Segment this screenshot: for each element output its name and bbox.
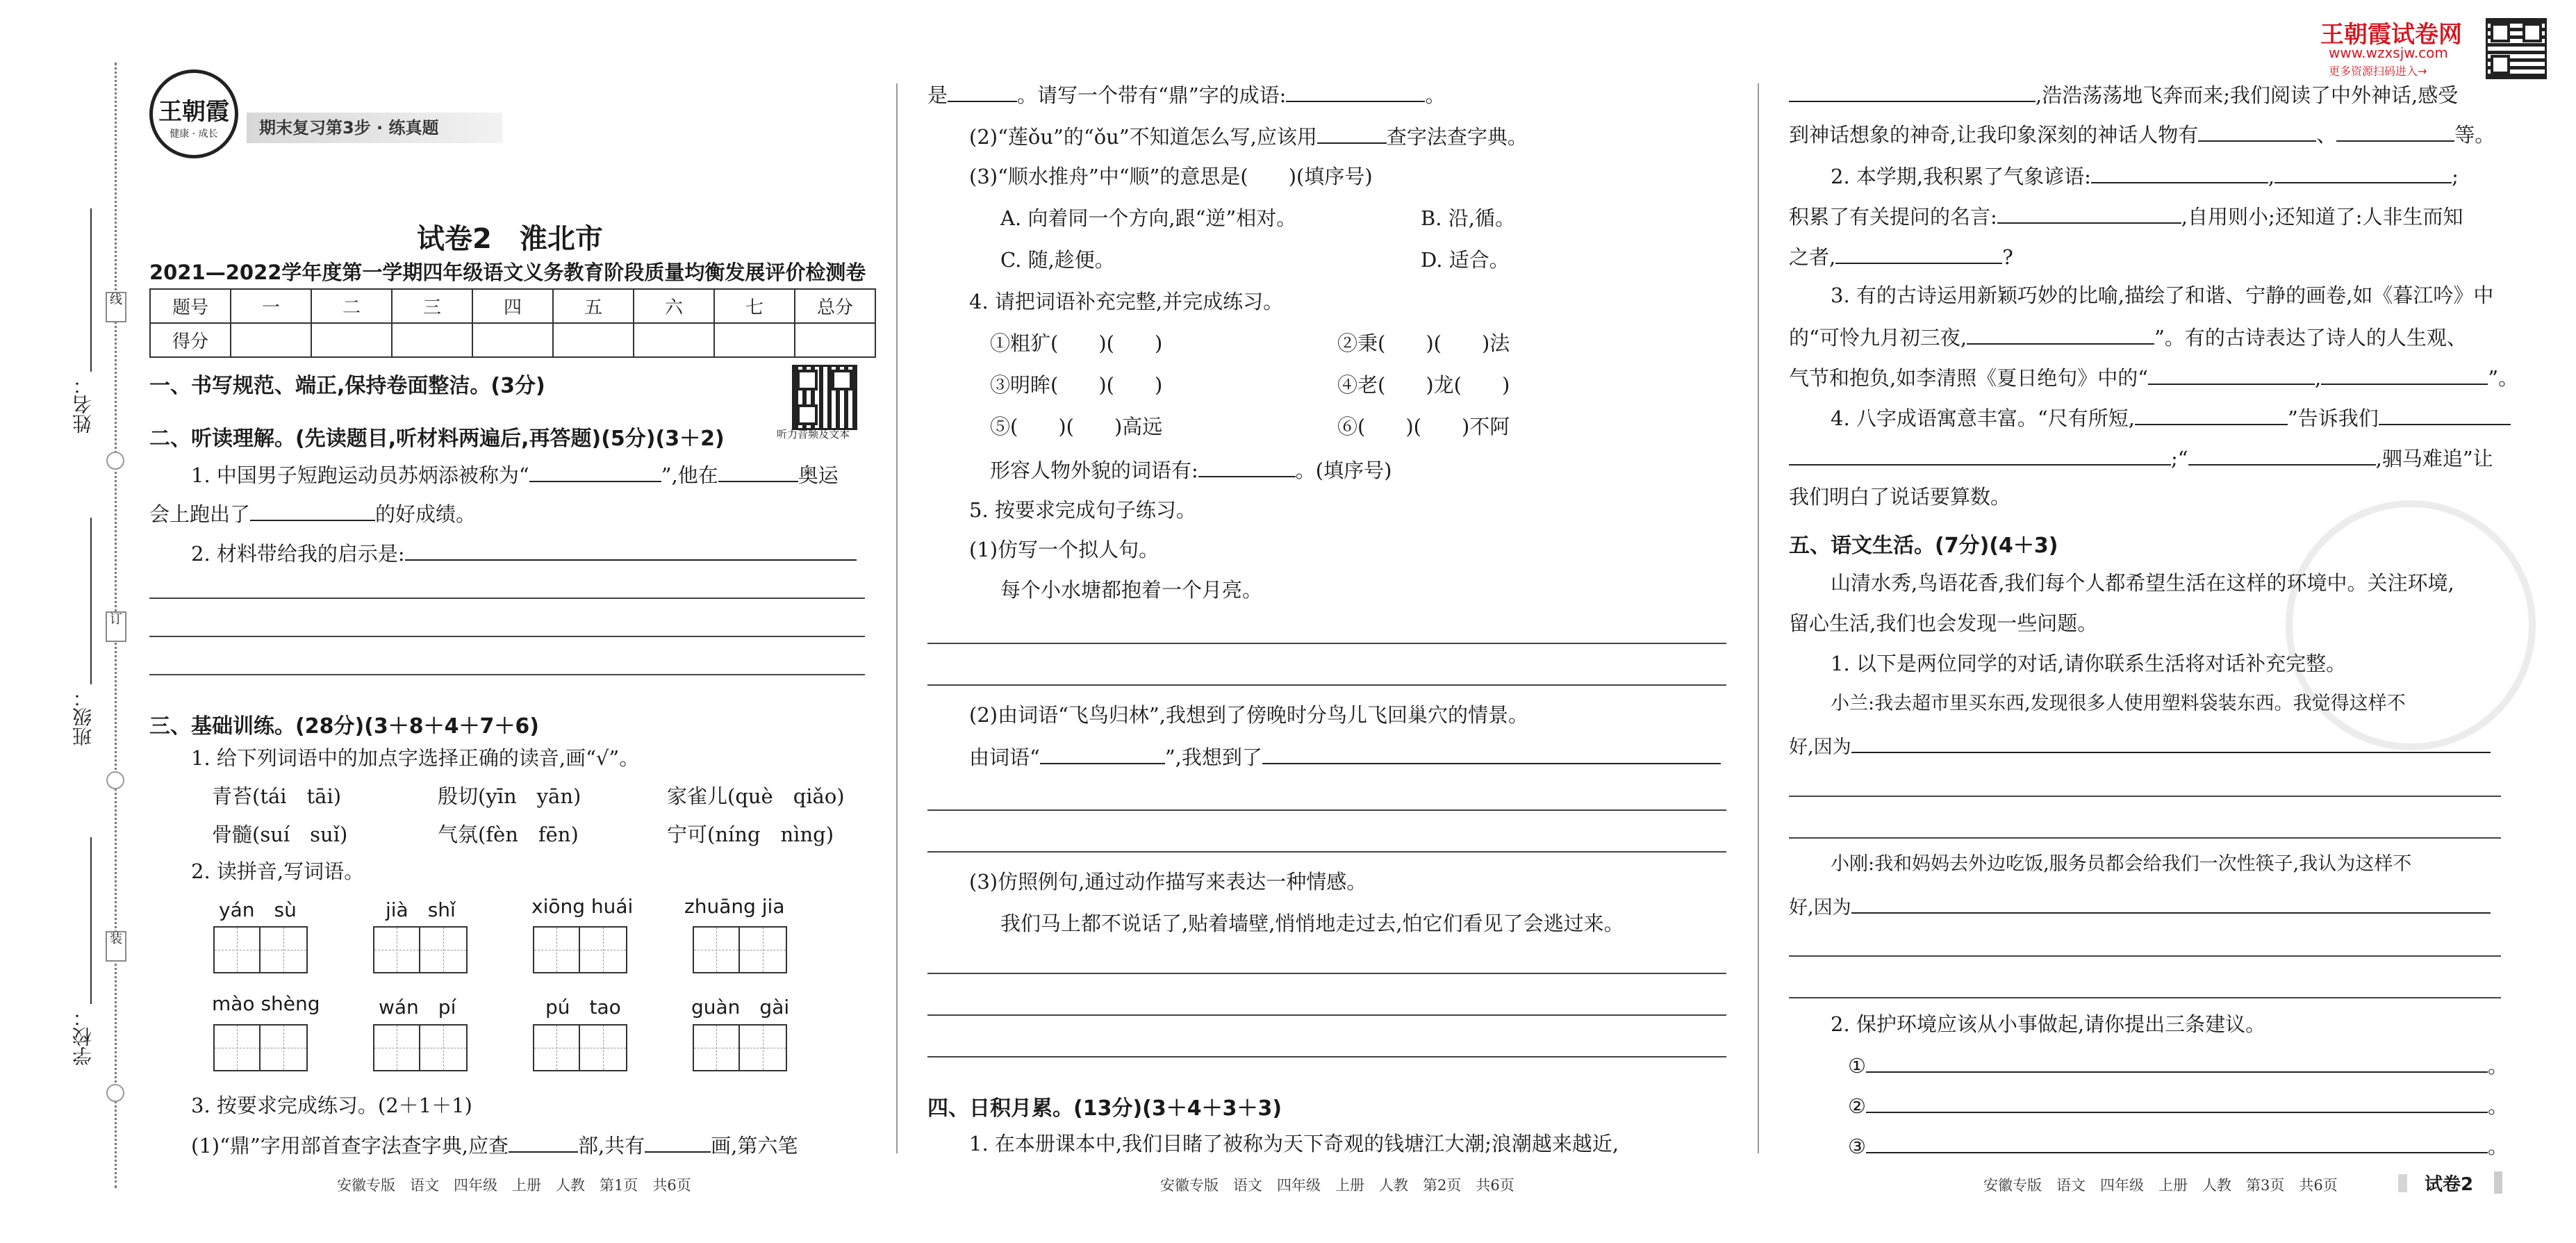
pinyin-choice[interactable]: 殷切(yīn yān) [438, 784, 581, 808]
writing-grid[interactable] [373, 1024, 468, 1071]
p3-line-2: 到神话想象的神奇,让我印象深刻的神话人物有 、 等。 [1789, 120, 2495, 148]
answer-blank[interactable] [2321, 363, 2488, 385]
writing-grid[interactable] [693, 1024, 787, 1071]
name-label: 姓名： [72, 375, 94, 434]
school-label: 学校： [72, 1007, 94, 1066]
page-footer: 安徽专版 语文 四年级 上册 人教 第2页 共6页 [1160, 1177, 1514, 1194]
answer-blank[interactable] [1835, 242, 2002, 264]
class-field[interactable] [90, 518, 92, 684]
score-cell[interactable] [795, 323, 875, 357]
score-cell[interactable] [472, 323, 553, 357]
qr-caption: 听力音频及文本 [777, 428, 850, 441]
p2-q5-3: (3)仿照例句,通过动作描写来表达一种情感。 [969, 870, 1367, 894]
p3-line-1: ,浩浩荡荡地飞奔而来;我们阅读了中外神话,感受 [1789, 80, 2458, 108]
p3-s5-q2: 2. 保护环境应该从小事做起,请你提出三条建议。 [1831, 1012, 2266, 1036]
answer-blank[interactable] [2198, 120, 2316, 142]
answer-blank[interactable] [1317, 122, 1387, 144]
q3-1: 1. 给下列词语中的加点字选择正确的读音,画“√”。 [191, 746, 640, 770]
writing-grid[interactable] [213, 926, 308, 973]
p3-q4-cont: ;“ ,驷马难追”让 [1789, 443, 2493, 472]
writing-grid[interactable] [693, 926, 787, 973]
score-cell[interactable] [392, 323, 472, 357]
pinyin-choice[interactable]: 气氛(fèn fēn) [438, 823, 579, 846]
section-2-heading: 二、听读理解。(先读题目,听材料两遍后,再答题)(5分)(3＋2) [149, 427, 725, 451]
corner-marks [2398, 1174, 2416, 1192]
q2-1: 1. 中国男子短跑运动员苏炳添被称为“ ”,他在 奥运 [191, 460, 839, 488]
score-header-cell: 题号 [150, 289, 231, 323]
option-d[interactable]: D. 适合。 [1421, 248, 1510, 272]
score-header-cell: 六 [634, 289, 714, 323]
p3-s5-intro-cont: 留心生活,我们也会发现一些问题。 [1789, 611, 2098, 635]
pinyin-label: zhuāng jia [684, 895, 785, 918]
answer-blank[interactable] [1866, 1091, 2488, 1113]
answer-line[interactable] [927, 809, 1726, 811]
p3-q2-cont2: 之者, ? [1789, 242, 2013, 270]
answer-blank[interactable] [529, 460, 661, 482]
answer-blank[interactable] [1851, 891, 2491, 914]
idiom-fill[interactable]: ①粗犷( )( ) [990, 331, 1163, 355]
section-1-heading: 一、书写规范、端正,保持卷面整洁。(3分) [149, 374, 545, 398]
option-a[interactable]: A. 向着同一个方向,跟“逆”相对。 [1000, 206, 1297, 230]
p2-q4-sub: 形容人物外貌的词语有: 。(填序号) [990, 455, 1392, 484]
answer-blank[interactable] [645, 1130, 711, 1153]
p3-s5-q1: 1. 以下是两位同学的对话,请你联系生活将对话补充完整。 [1831, 652, 2347, 675]
score-header-cell: 四 [472, 289, 553, 323]
score-header-cell: 二 [311, 289, 392, 323]
binding-hole [106, 771, 124, 789]
answer-line[interactable] [927, 684, 1726, 686]
p2-q5-2: (2)由词语“飞鸟归林”,我想到了傍晚时分鸟儿飞回巢穴的情景。 [969, 703, 1528, 727]
pinyin-label: wán pí [379, 996, 456, 1019]
answer-blank[interactable] [2148, 363, 2315, 385]
p3-s5-intro: 山清水秀,鸟语花香,我们每个人都希望生活在这样的环境中。关注环境, [1831, 571, 2454, 595]
dialogue-xiaolan: 小兰:我去超市里买东西,发现很多人使用塑料袋装东西。我觉得这样不 [1831, 693, 2406, 714]
pinyin-choice[interactable]: 青苔(tái tāi) [212, 784, 342, 808]
writing-grid[interactable] [213, 1024, 308, 1071]
badge-bar [2494, 1171, 2502, 1194]
answer-line[interactable] [927, 1056, 1726, 1057]
page-footer: 安徽专版 语文 四年级 上册 人教 第3页 共6页 [1983, 1177, 2338, 1194]
answer-blank[interactable] [1789, 80, 2036, 102]
answer-line[interactable] [927, 1014, 1726, 1016]
brand-qr-code[interactable] [2486, 18, 2547, 79]
school-field[interactable] [90, 837, 92, 1004]
suggestion-1: ① 。 [1848, 1051, 2508, 1079]
q3-3: 3. 按要求完成练习。(2＋1＋1) [191, 1094, 472, 1117]
section-5-heading: 五、语文生活。(7分)(4＋3) [1789, 534, 2058, 558]
review-banner: 期末复习第3步 · 练真题 [247, 113, 502, 143]
answer-blank[interactable] [1198, 455, 1296, 477]
answer-blank[interactable] [1286, 80, 1425, 102]
binding-tag-pack: 装 [106, 931, 126, 962]
idiom-fill[interactable]: ⑥( )( )不阿 [1337, 415, 1510, 438]
exam-title: 试卷2 淮北市 [417, 223, 603, 255]
writing-grid[interactable] [373, 926, 468, 973]
option-c[interactable]: C. 随,趁便。 [1000, 248, 1115, 272]
score-header-cell: 总分 [795, 289, 875, 323]
answer-blank[interactable] [1997, 201, 2181, 224]
answer-blank[interactable] [2379, 403, 2511, 425]
page-footer: 安徽专版 语文 四年级 上册 人教 第1页 共6页 [337, 1177, 691, 1194]
answer-line[interactable] [1789, 997, 2501, 998]
option-b[interactable]: B. 沿,循。 [1421, 206, 1515, 230]
pinyin-label: xiōng huái [531, 895, 634, 918]
p2-q5-1: (1)仿写一个拟人句。 [969, 538, 1159, 561]
brand-promo: 更多资源扫码进入→ [2329, 65, 2427, 78]
pinyin-choice[interactable]: 骨髓(suí suǐ) [212, 823, 348, 846]
class-label: 班级： [72, 688, 94, 746]
score-row-label: 得分 [150, 323, 231, 357]
pinyin-label: pú tao [545, 996, 621, 1019]
pinyin-label: yán sù [219, 898, 297, 921]
answer-blank[interactable] [1851, 731, 2491, 753]
score-header-cell: 五 [553, 289, 634, 323]
brand-logo [149, 69, 238, 158]
answer-blank[interactable] [1262, 742, 1721, 764]
suggestion-2: ② 。 [1848, 1091, 2508, 1119]
section-3-heading: 三、基础训练。(28分)(3＋8＋4＋7＋6) [149, 714, 539, 739]
column-divider [1758, 83, 1759, 1153]
score-header-cell: 七 [714, 289, 795, 323]
writing-grid[interactable] [533, 1024, 627, 1071]
pinyin-label: jià shǐ [386, 898, 456, 921]
answer-blank[interactable] [2188, 443, 2376, 466]
score-cell[interactable] [634, 323, 714, 357]
p2-line-2: (2)“莲ǒu”的“ǒu”不知道怎么写,应该用 查字法查字典。 [969, 122, 1528, 150]
q2-2: 2. 材料带给我的启示是: [191, 538, 857, 567]
idiom-fill[interactable]: ④老( )龙( ) [1337, 373, 1510, 397]
score-cell[interactable] [714, 323, 795, 357]
name-field[interactable] [90, 208, 92, 372]
idiom-fill[interactable]: ⑤( )( )高远 [990, 415, 1163, 438]
p3-q2-cont: 积累了有关提问的名言: ,自用则小;还知道了:人非生而知 [1789, 201, 2463, 230]
logo-subtext: 健康 · 成长 [170, 129, 218, 140]
logo-text: 王朝霞 [158, 98, 229, 126]
answer-line[interactable] [1789, 837, 2501, 839]
answer-blank[interactable] [2091, 161, 2268, 183]
pinyin-label: mào shèng [212, 992, 320, 1015]
answer-line[interactable] [149, 636, 865, 637]
idiom-fill[interactable]: ③明眸( )( ) [990, 373, 1163, 397]
q3-3-1: (1)“鼎”字用部首查字法查字典,应查 部,共有 画,第六笔 [191, 1130, 798, 1159]
answer-blank[interactable] [1967, 322, 2154, 345]
pinyin-choice[interactable]: 家雀儿(què qiǎo) [667, 784, 845, 808]
binding-hole [106, 452, 124, 470]
answer-blank[interactable] [1789, 443, 2171, 466]
p2-q5-1-example: 每个小水塘都抱着一个月亮。 [1000, 578, 1263, 602]
answer-line[interactable] [1789, 955, 2501, 957]
p3-q3-cont: 的“可怜九月初三夜, ”。有的古诗表达了诗人的人生观、 [1789, 322, 2467, 351]
exam-badge: 试卷2 [2425, 1174, 2474, 1195]
answer-blank[interactable] [2135, 403, 2288, 425]
score-cell[interactable] [553, 323, 634, 357]
answer-line[interactable] [927, 973, 1726, 974]
answer-blank[interactable] [2336, 120, 2454, 142]
p3-q4: 4. 八字成语寓意丰富。“尺有所短, ”告诉我们 [1831, 403, 2511, 431]
score-header-cell: 一 [231, 289, 311, 323]
answer-blank[interactable] [948, 80, 1017, 102]
answer-line[interactable] [927, 643, 1726, 644]
answer-blank[interactable] [1866, 1131, 2488, 1153]
dialogue-xiaolan-cont: 好,因为 [1789, 731, 2491, 761]
p2-q4: 4. 请把词语补充完整,并完成练习。 [969, 290, 1284, 313]
answer-blank[interactable] [250, 499, 375, 521]
score-cell[interactable] [311, 323, 392, 357]
p2-line-3: (3)“顺水推舟”中“顺”的意思是( )(填序号) [969, 165, 1373, 188]
p2-q5-3-example: 我们马上都不说话了,贴着墙壁,悄悄地走过去,怕它们看见了会逃过来。 [1000, 912, 1624, 935]
answer-blank[interactable] [1866, 1051, 2488, 1073]
answer-line[interactable] [149, 598, 865, 599]
binding-hole [106, 1084, 124, 1102]
p2-s4-q1: 1. 在本册课本中,我们目睹了被称为天下奇观的钱塘江大潮;浪潮越来越近, [969, 1132, 1619, 1155]
answer-line[interactable] [149, 674, 865, 675]
score-table [149, 288, 876, 358]
p3-q3-cont2: 气节和抱负,如李清照《夏日绝句》中的“ , ”。 [1789, 363, 2518, 391]
answer-blank[interactable] [718, 460, 798, 482]
section-4-heading: 四、日积月累。(13分)(3＋4＋3＋3) [927, 1096, 1282, 1121]
binding-tag-bind: 订 [106, 611, 126, 642]
p2-q5-2-fill: 由词语“ ”,我想到了 [969, 742, 1721, 771]
dialogue-xiaogang: 小刚:我和妈妈去外边吃饭,服务员都会给我们一次性筷子,我认为这样不 [1831, 853, 2412, 875]
idiom-fill[interactable]: ②秉( )( )法 [1337, 331, 1510, 355]
score-cell[interactable] [231, 323, 311, 357]
brand-name: 王朝霞试卷网 [2320, 21, 2462, 49]
p2-q5: 5. 按要求完成句子练习。 [969, 498, 1196, 522]
answer-blank[interactable] [1040, 742, 1165, 764]
column-divider [896, 83, 898, 1153]
answer-blank[interactable] [509, 1130, 578, 1153]
p2-line-1: 是 。请写一个带有“鼎”字的成语: 。 [927, 80, 1445, 108]
p3-q2: 2. 本学期,我积累了气象谚语: , ; [1831, 161, 2459, 190]
writing-grid[interactable] [533, 926, 627, 973]
p3-q4-cont2: 我们明白了说话要算数。 [1789, 485, 2011, 509]
pinyin-choice[interactable]: 宁可(níng nìng) [667, 823, 834, 846]
exam-subtitle: 2021—2022学年度第一学期四年级语文义务教育阶段质量均衡发展评价检测卷 [149, 261, 866, 284]
pinyin-label: guàn gài [691, 996, 790, 1019]
answer-blank[interactable] [405, 538, 857, 561]
suggestion-3: ③ 。 [1848, 1131, 2508, 1160]
dialogue-xiaogang-cont: 好,因为 [1789, 891, 2491, 921]
binding-tag-line: 线 [106, 292, 126, 322]
p3-q3: 3. 有的古诗运用新颖巧妙的比喻,描绘了和谐、宁静的画卷,如《暮江吟》中 [1831, 283, 2494, 307]
listening-qr-code[interactable] [792, 365, 857, 430]
answer-blank[interactable] [2274, 161, 2452, 183]
brand-url[interactable]: www.wzxsjw.com [2329, 44, 2448, 61]
score-header-cell: 三 [392, 289, 472, 323]
answer-line[interactable] [927, 851, 1726, 853]
answer-line[interactable] [1789, 796, 2501, 797]
q3-2: 2. 读拼音,写词语。 [191, 859, 365, 883]
q2-1-cont: 会上跑出了 的好成绩。 [149, 499, 476, 527]
